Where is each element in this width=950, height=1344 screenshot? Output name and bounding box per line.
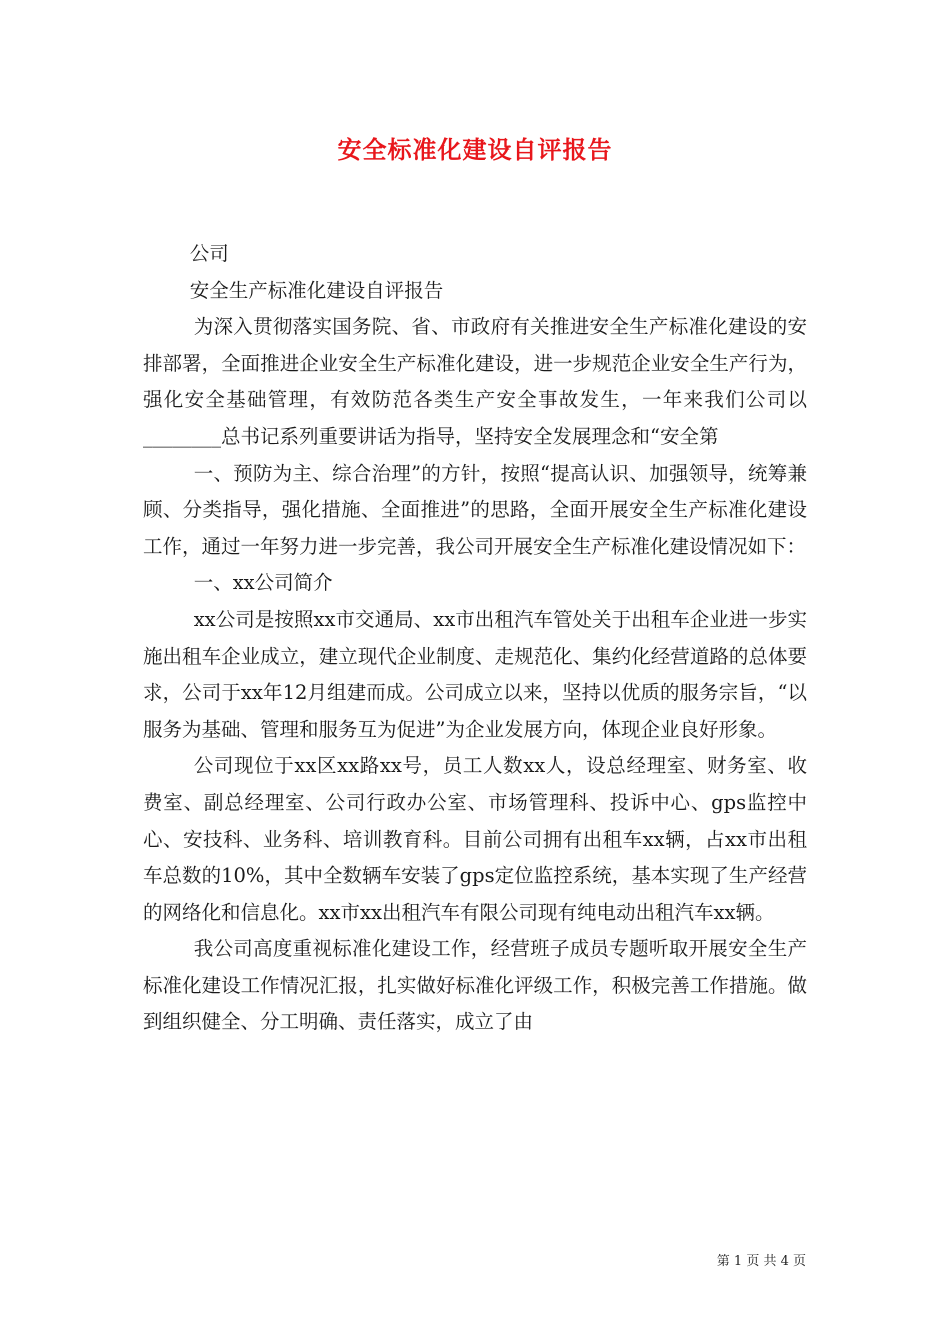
paragraph-standardization-work: 我公司高度重视标准化建设工作，经营班子成员专题听取开展安全生产标准化建设工作情况汇报，扎实做好标准化评级工作，积极完善工作措施。做到组织健全、分工明确、责任落实，成立了由 <box>143 937 807 1034</box>
page-number-footer: 第 1 页 共 4 页 <box>716 1254 806 1269</box>
document-title: 安全标准化建设自评报告 <box>337 135 613 164</box>
paragraph-company-location: 公司现位于xx区xx路xx号，员工人数xx人，设总经理室、财务室、收费室、副总经理室、公司行政办公室、市场管理科、投诉中心、gps监控中心、安技科、业务科、培训教育科。目前公司拥有出租车xx辆，占xx市出租车总数的10%，其中全数辆车安装了gps定位监控系统，基本实现了生产经营的网络化和信息化。xx市xx出租汽车有限公司现有纯电动出租汽车xx辆。 <box>143 754 807 924</box>
paragraph-intro: 为深入贯彻落实国务院、省、市政府有关推进安全生产标准化建设的安排部署，全面推进企业安全生产标准化建设，进一步规范企业安全生产行为，强化安全基础管理，有效防范各类生产安全事故发生，一年来我们公司以________总书记系列重要讲话为指导，坚持安全发展理念和“安全第 <box>143 315 807 448</box>
section-heading-company-intro: 一、xx公司简介 <box>193 571 333 595</box>
paragraph-policy: 一、预防为主、综合治理”的方针，按照“提高认识、加强领导，统筹兼顾、分类指导，强化措施、全面推进”的思路，全面开展安全生产标准化建设工作，通过一年努力进一步完善，我公司开展安全生产标准化建设情况如下： <box>143 461 807 558</box>
document-body <box>143 236 807 1041</box>
paragraph-company: 公司 <box>189 242 229 265</box>
paragraph-subtitle: 安全生产标准化建设自评报告 <box>189 278 444 302</box>
paragraph-company-history: xx公司是按照xx市交通局、xx市出租汽车管处关于出租车企业进一步实施出租车企业成立，建立现代企业制度、走规范化、集约化经营道路的总体要求，公司于xx年12月组建而成。公司成立以来，坚持以优质的服务宗旨，“以服务为基础、管理和服务互为促进”为企业发展方向，体现企业良好形象。 <box>143 607 807 741</box>
